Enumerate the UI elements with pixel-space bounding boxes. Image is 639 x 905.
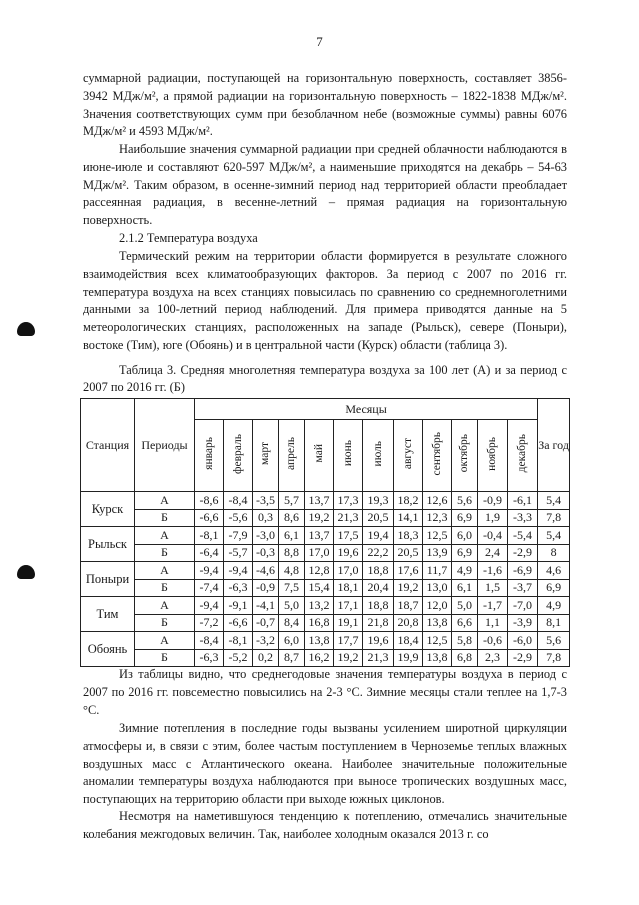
year-cell: 6,9: [538, 579, 570, 597]
table-row: [81, 492, 570, 510]
temperature-cell: 18,8: [363, 562, 394, 580]
temperature-cell: 8,8: [279, 544, 305, 562]
temperature-cell: 17,3: [334, 492, 363, 510]
temperature-cell: 13,9: [423, 544, 452, 562]
temperature-cell: 2,3: [478, 649, 508, 667]
month-header: май: [305, 420, 334, 492]
table-caption: Таблица 3. Средняя многолетняя температура воздуха за 100 лет (А) и за период с 2007 по 2016 гг. (Б): [83, 363, 567, 394]
temperature-cell: 20,5: [394, 544, 423, 562]
temperature-cell: 13,2: [305, 597, 334, 615]
temperature-cell: -5,2: [224, 649, 253, 667]
temperature-cell: -7,9: [224, 527, 253, 545]
temperature-cell: -3,0: [253, 527, 279, 545]
period-cell: А: [135, 527, 195, 545]
temperature-cell: -8,6: [195, 492, 224, 510]
temperature-cell: -7,0: [508, 597, 538, 615]
temperature-cell: -0,7: [253, 614, 279, 632]
header-year: За год: [538, 399, 570, 492]
header-period: Периоды: [135, 399, 195, 492]
paragraph-radiation-sums: суммарной радиации, поступающей на горизонтальную поверхность, составляет 3856-3942 МДж/м², а прямой радиации на горизонтальную поверхность – 1822-1838 МДж/м². Значения соответствующих сумм при безоблачном небе (возможные суммы) равны 6076 МДж/м² и 4593 МДж/м².: [83, 71, 567, 139]
temperature-cell: -8,1: [224, 632, 253, 650]
temperature-cell: 13,7: [305, 527, 334, 545]
paragraph-winter-warming: Зимние потепления в последние годы вызваны усилением широтной циркуляции атмосферы и, в связи с этим, более частым поступлением в Черноземье теплых влажных воздушных масс с Атлантического океана. Наиболее значительные положительные аномалии температуры воздуха наблюдаются при выносе тропических воздушных масс, поступающих на территорию области при выходе южных циклонов.: [83, 721, 567, 807]
temperature-cell: 7,5: [279, 579, 305, 597]
temperature-cell: -8,1: [195, 527, 224, 545]
temperature-cell: 12,3: [423, 509, 452, 527]
temperature-cell: 16,2: [305, 649, 334, 667]
station-name: Обоянь: [81, 632, 135, 667]
temperature-cell: 12,0: [423, 597, 452, 615]
temperature-cell: 5,0: [279, 597, 305, 615]
header-months: Месяцы: [195, 399, 538, 420]
temperature-cell: 6,9: [452, 509, 478, 527]
hole-punch-mark: [17, 322, 35, 336]
period-cell: А: [135, 492, 195, 510]
temperature-cell: -1,6: [478, 562, 508, 580]
section-heading: 2.1.2 Температура воздуха: [119, 231, 258, 245]
temperature-cell: -0,6: [478, 632, 508, 650]
table-row: [81, 597, 570, 615]
month-header: январь: [195, 420, 224, 492]
temperature-cell: -0,9: [478, 492, 508, 510]
temperature-cell: 19,6: [363, 632, 394, 650]
table-row: [81, 579, 570, 597]
temperature-cell: 13,8: [423, 614, 452, 632]
header-station: Станция: [81, 399, 135, 492]
period-cell: А: [135, 632, 195, 650]
temperature-cell: 17,0: [305, 544, 334, 562]
temperature-cell: -6,1: [508, 492, 538, 510]
temperature-cell: 19,4: [363, 527, 394, 545]
station-name: Тим: [81, 597, 135, 632]
year-cell: 7,8: [538, 649, 570, 667]
temperature-table: [80, 398, 570, 667]
temperature-cell: -6,4: [195, 544, 224, 562]
temperature-cell: 13,0: [423, 579, 452, 597]
year-cell: 4,9: [538, 597, 570, 615]
temperature-cell: 4,9: [452, 562, 478, 580]
paragraph-conclusion: Из таблицы видно, что среднегодовые значения температуры воздуха в период с 2007 по 2016 гг. повсеместно повысились на 2-3 °С. Зимние месяцы стали теплее на 1,7-3 °С.: [83, 667, 567, 717]
temperature-cell: 18,2: [394, 492, 423, 510]
temperature-cell: -6,3: [224, 579, 253, 597]
month-header: июнь: [334, 420, 363, 492]
temperature-cell: 18,4: [394, 632, 423, 650]
temperature-cell: 20,8: [394, 614, 423, 632]
temperature-cell: -3,5: [253, 492, 279, 510]
temperature-cell: -9,4: [195, 597, 224, 615]
temperature-cell: 21,3: [363, 649, 394, 667]
temperature-cell: 16,8: [305, 614, 334, 632]
temperature-cell: 14,1: [394, 509, 423, 527]
temperature-cell: -6,3: [195, 649, 224, 667]
temperature-cell: 17,0: [334, 562, 363, 580]
year-cell: 5,4: [538, 492, 570, 510]
temperature-cell: 18,7: [394, 597, 423, 615]
temperature-cell: 19,1: [334, 614, 363, 632]
year-cell: 4,6: [538, 562, 570, 580]
temperature-cell: -2,9: [508, 649, 538, 667]
year-cell: 8,1: [538, 614, 570, 632]
temperature-cell: -8,4: [224, 492, 253, 510]
table-row: [81, 632, 570, 650]
station-name: Поныри: [81, 562, 135, 597]
table-row: [81, 562, 570, 580]
temperature-cell: -5,6: [224, 509, 253, 527]
paragraph-max-radiation: Наибольшие значения суммарной радиации при средней облачности наблюдаются в июне-июле и составляют 620-597 МДж/м², а наименьшие приходятся на декабрь – 54-63 МДж/м². Таким образом, в осенне-зимний период над территорией области преобладает рассеянная радиация, в весенне-летний – прямая радиация на горизонтальную поверхность.: [83, 142, 567, 228]
station-name: Рыльск: [81, 527, 135, 562]
temperature-cell: -3,2: [253, 632, 279, 650]
period-cell: А: [135, 562, 195, 580]
temperature-cell: -7,4: [195, 579, 224, 597]
temperature-cell: 20,4: [363, 579, 394, 597]
temperature-cell: -6,6: [195, 509, 224, 527]
temperature-cell: -2,9: [508, 544, 538, 562]
year-cell: 8: [538, 544, 570, 562]
temperature-cell: 13,7: [305, 492, 334, 510]
month-header: июль: [363, 420, 394, 492]
period-cell: Б: [135, 509, 195, 527]
temperature-cell: -5,7: [224, 544, 253, 562]
station-name: Курск: [81, 492, 135, 527]
period-cell: Б: [135, 614, 195, 632]
temperature-cell: -7,2: [195, 614, 224, 632]
temperature-cell: 12,5: [423, 632, 452, 650]
year-cell: 5,6: [538, 632, 570, 650]
table-row: [81, 509, 570, 527]
temperature-cell: 19,9: [394, 649, 423, 667]
month-header: апрель: [279, 420, 305, 492]
page-number: 7: [316, 34, 323, 49]
paragraph-fluctuations: Несмотря на наметившуюся тенденцию к потеплению, отмечались значительные колебания межгодовых величин. Так, наиболее холодным оказался 2013 г. со: [83, 809, 567, 841]
month-header: март: [253, 420, 279, 492]
temperature-cell: 13,8: [423, 649, 452, 667]
month-header: февраль: [224, 420, 253, 492]
temperature-cell: -9,1: [224, 597, 253, 615]
temperature-cell: -9,4: [224, 562, 253, 580]
temperature-cell: 19,6: [334, 544, 363, 562]
temperature-cell: 17,7: [334, 632, 363, 650]
temperature-cell: 6,0: [279, 632, 305, 650]
temperature-cell: 6,1: [452, 579, 478, 597]
temperature-cell: -3,9: [508, 614, 538, 632]
year-cell: 7,8: [538, 509, 570, 527]
hole-punch-mark: [17, 565, 35, 579]
temperature-cell: 21,8: [363, 614, 394, 632]
period-cell: А: [135, 597, 195, 615]
temperature-cell: -4,1: [253, 597, 279, 615]
year-cell: 5,4: [538, 527, 570, 545]
table-row: [81, 649, 570, 667]
temperature-cell: 2,4: [478, 544, 508, 562]
month-header: сентябрь: [423, 420, 452, 492]
temperature-cell: 8,7: [279, 649, 305, 667]
temperature-cell: 1,5: [478, 579, 508, 597]
paragraph-thermal-regime: Термический режим на территории области формируется в результате сложного взаимодействия всех климатообразующих факторов. За период с 2007 по 2016 гг. температура воздуха на всех станциях повысилась по сравнению со среднемноголетними данными за 100-летний период наблюдений. Для примера приводятся данные на 5 метеорологических станциях, расположенных на западе (Рыльск), севере (Поныри), востоке (Тим), юге (Обоянь) и в центральной части (Курск) области (таблица 3).: [83, 249, 567, 352]
month-header: октябрь: [452, 420, 478, 492]
temperature-cell: -0,4: [478, 527, 508, 545]
temperature-cell: -8,4: [195, 632, 224, 650]
temperature-cell: 6,1: [279, 527, 305, 545]
temperature-cell: 4,8: [279, 562, 305, 580]
temperature-cell: 5,8: [452, 632, 478, 650]
temperature-cell: 12,6: [423, 492, 452, 510]
temperature-cell: -6,6: [224, 614, 253, 632]
temperature-cell: -4,6: [253, 562, 279, 580]
period-cell: Б: [135, 649, 195, 667]
temperature-cell: 15,4: [305, 579, 334, 597]
month-header: август: [394, 420, 423, 492]
temperature-cell: 22,2: [363, 544, 394, 562]
temperature-cell: -9,4: [195, 562, 224, 580]
temperature-cell: 21,3: [334, 509, 363, 527]
month-header: ноябрь: [478, 420, 508, 492]
month-header: декабрь: [508, 420, 538, 492]
temperature-cell: 18,3: [394, 527, 423, 545]
temperature-cell: -3,7: [508, 579, 538, 597]
temperature-cell: 8,4: [279, 614, 305, 632]
temperature-cell: 20,5: [363, 509, 394, 527]
temperature-cell: -3,3: [508, 509, 538, 527]
temperature-cell: 18,8: [363, 597, 394, 615]
temperature-cell: -1,7: [478, 597, 508, 615]
temperature-cell: 19,3: [363, 492, 394, 510]
temperature-cell: 6,0: [452, 527, 478, 545]
temperature-cell: 13,8: [305, 632, 334, 650]
table-row: [81, 544, 570, 562]
temperature-cell: 19,2: [334, 649, 363, 667]
temperature-cell: 17,5: [334, 527, 363, 545]
temperature-cell: -0,9: [253, 579, 279, 597]
temperature-cell: 6,9: [452, 544, 478, 562]
temperature-cell: 6,8: [452, 649, 478, 667]
temperature-cell: -0,3: [253, 544, 279, 562]
temperature-cell: 11,7: [423, 562, 452, 580]
table-row: [81, 527, 570, 545]
period-cell: Б: [135, 544, 195, 562]
temperature-cell: 12,5: [423, 527, 452, 545]
temperature-cell: -5,4: [508, 527, 538, 545]
temperature-cell: 8,6: [279, 509, 305, 527]
temperature-cell: 17,1: [334, 597, 363, 615]
temperature-cell: 1,1: [478, 614, 508, 632]
temperature-cell: 19,2: [305, 509, 334, 527]
temperature-cell: 0,2: [253, 649, 279, 667]
temperature-cell: 5,6: [452, 492, 478, 510]
temperature-cell: 5,7: [279, 492, 305, 510]
temperature-cell: 19,2: [394, 579, 423, 597]
temperature-cell: -6,9: [508, 562, 538, 580]
temperature-cell: 5,0: [452, 597, 478, 615]
table-row: [81, 614, 570, 632]
temperature-cell: 12,8: [305, 562, 334, 580]
temperature-cell: 1,9: [478, 509, 508, 527]
temperature-cell: 18,1: [334, 579, 363, 597]
period-cell: Б: [135, 579, 195, 597]
temperature-cell: 0,3: [253, 509, 279, 527]
temperature-cell: 6,6: [452, 614, 478, 632]
temperature-cell: -6,0: [508, 632, 538, 650]
temperature-cell: 17,6: [394, 562, 423, 580]
